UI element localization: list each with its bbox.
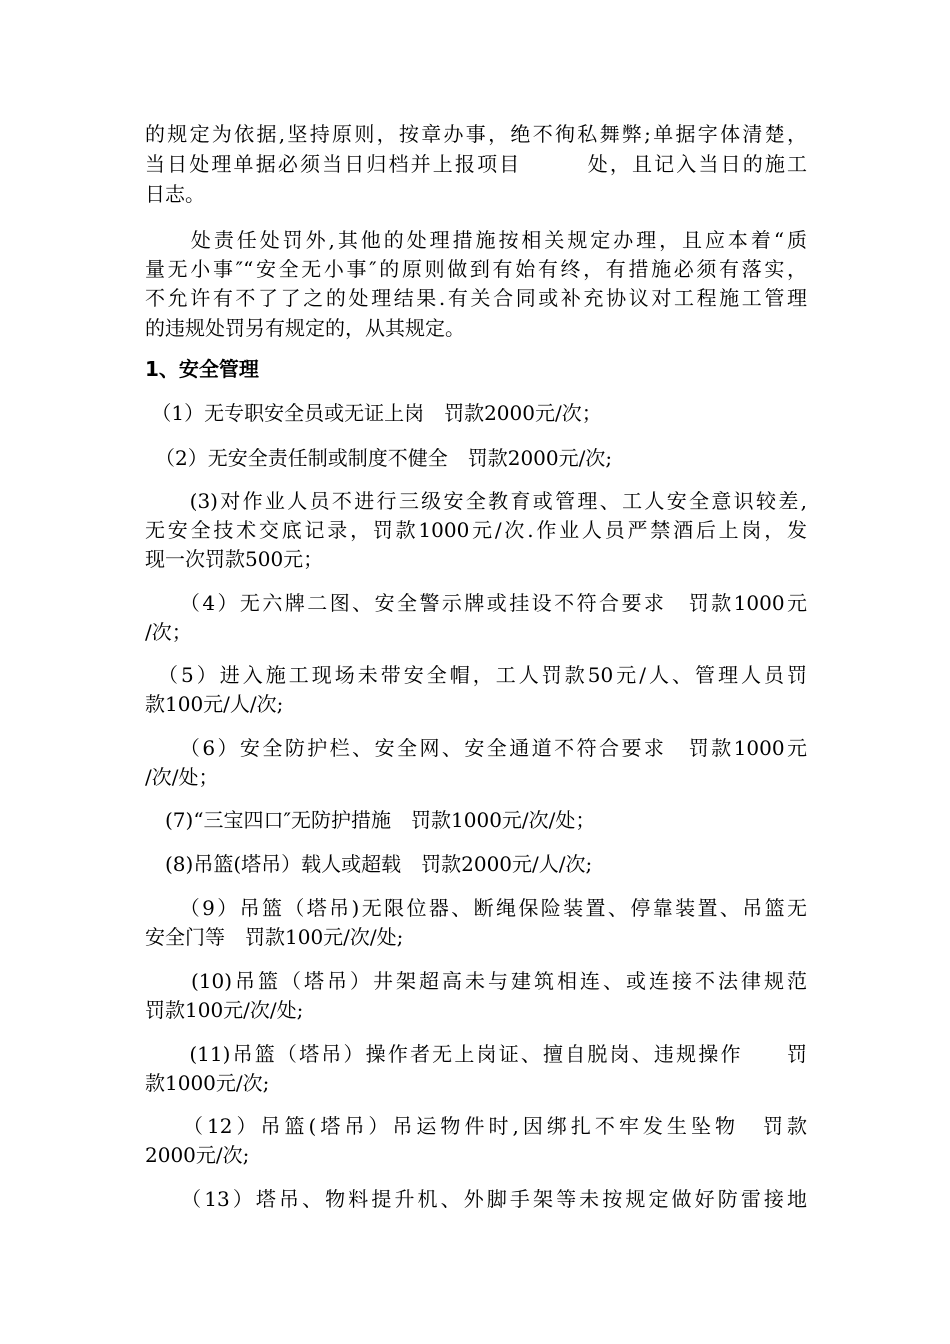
- item-3-line-1: (3)对作业人员不进行三级安全教育或管理、工人安全意识较差,: [145, 489, 807, 513]
- item-5-line-1: （5）进入施工现场未带安全帽，工人罚款50元/人、管理人员罚: [145, 663, 807, 687]
- item-11-line-1: (11)吊篮（塔吊）操作者无上岗证、擅自脱岗、违规操作 罚: [145, 1042, 807, 1066]
- item-6-line-2: /次/处；: [145, 765, 219, 789]
- paragraph-1-line-3: 日志。: [145, 182, 205, 206]
- item-9-line-2: 安全门等 罚款100元/次/处;: [145, 925, 404, 949]
- item-1: （1）无专职安全员或无证上岗 罚款2000元/次；: [145, 401, 602, 425]
- item-12-line-2: 2000元/次;: [145, 1143, 250, 1167]
- item-3-line-3: 现一次罚款500元；: [145, 547, 324, 571]
- item-4-line-2: /次；: [145, 620, 192, 644]
- item-10-line-2: 罚款100元/次/处;: [145, 998, 304, 1022]
- item-9-line-1: （9）吊篮（塔吊)无限位器、断绳保险装置、停靠装置、吊篮无: [145, 896, 807, 920]
- item-7: (7)“三宝四口″无防护措施 罚款1000元/次/处；: [145, 808, 596, 832]
- item-11-line-2: 款1000元/次;: [145, 1071, 270, 1095]
- item-6-line-1: （6）安全防护栏、安全网、安全通道不符合要求 罚款1000元: [145, 736, 807, 760]
- section-heading: 1、安全管理: [145, 357, 259, 381]
- item-12-line-1: （12）吊篮(塔吊）吊运物件时,因绑扎不牢发生坠物 罚款: [145, 1114, 807, 1138]
- paragraph-2-line-2: 量无小事″“安全无小事″的原则做到有始有终，有措施必须有落实，: [145, 257, 807, 281]
- item-3-line-2: 无安全技术交底记录，罚款1000元/次.作业人员严禁酒后上岗，发: [145, 518, 807, 542]
- paragraph-1-line-2: 当日处理单据必须当日归档并上报项目 处，且记入当日的施工: [145, 152, 807, 176]
- item-2: （2）无安全责任制或制度不健全 罚款2000元/次;: [145, 446, 613, 470]
- item-4-line-1: （4）无六牌二图、安全警示牌或挂设不符合要求 罚款1000元: [145, 591, 807, 615]
- item-8: (8)吊篮(塔吊）载人或超载 罚款2000元/人/次;: [145, 852, 593, 876]
- paragraph-2-line-1: 处责任处罚外,其他的处理措施按相关规定办理，且应本着“质: [145, 228, 807, 252]
- paragraph-2-line-3: 不允许有不了了之的处理结果.有关合同或补充协议对工程施工管理: [145, 286, 807, 310]
- item-10-line-1: (10)吊篮（塔吊）井架超高未与建筑相连、或连接不法律规范: [145, 969, 807, 993]
- paragraph-1-line-1: 的规定为依据,坚持原则，按章办事，绝不徇私舞弊;单据字体清楚，: [145, 122, 807, 146]
- item-13-line-1: （13）塔吊、物料提升机、外脚手架等未按规定做好防雷接地: [145, 1187, 807, 1211]
- paragraph-2-line-4: 的违规处罚另有规定的，从其规定。: [145, 316, 465, 340]
- item-5-line-2: 款100元/人/次;: [145, 692, 284, 716]
